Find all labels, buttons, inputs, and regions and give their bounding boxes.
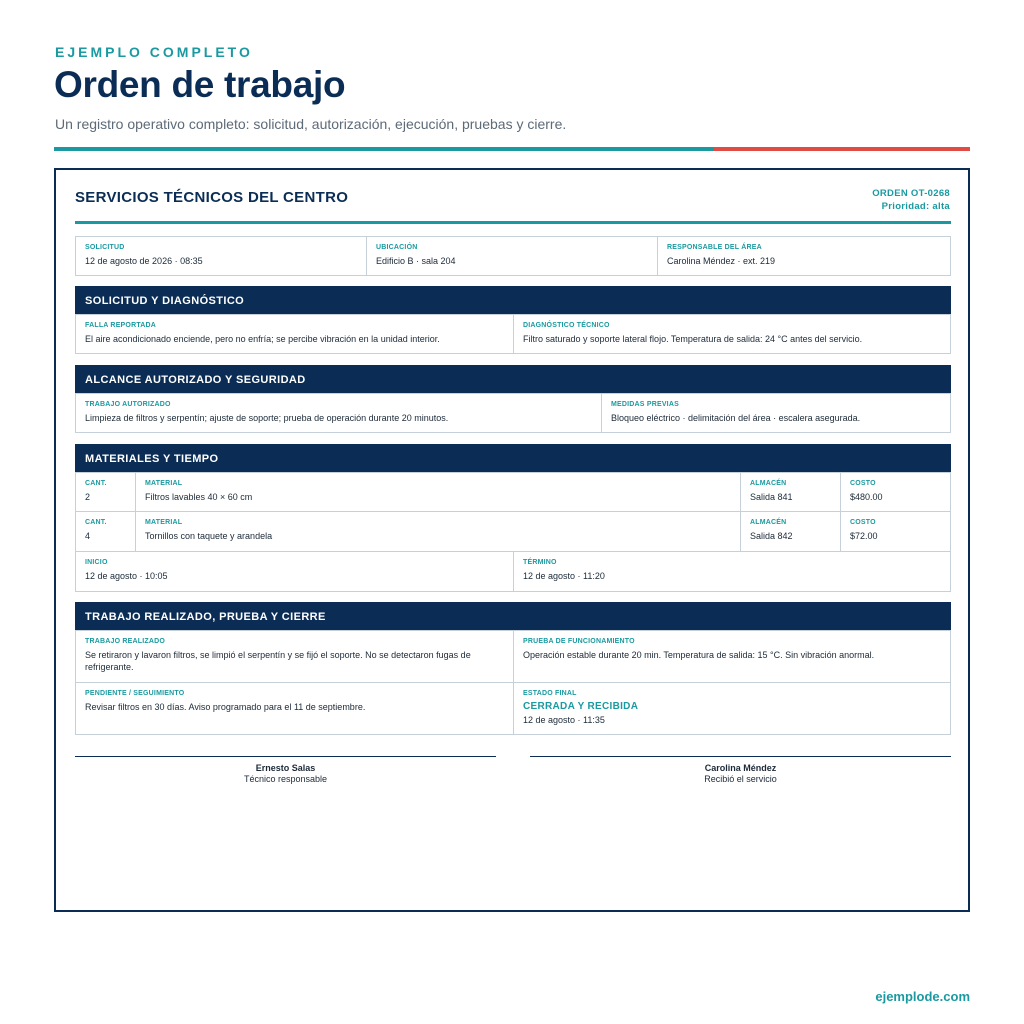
start-time-value: 12 de agosto · 10:05 xyxy=(85,571,168,581)
work-done-value: Se retiraron y lavaron filtros, se limpió el serpentín y se fijó el soporte. No se detectaron fugas de refrigerante. xyxy=(85,650,471,672)
start-time xyxy=(76,552,514,591)
material-row xyxy=(75,511,951,552)
authorized-work xyxy=(76,394,602,432)
qty-label: CANT. xyxy=(85,519,107,526)
section-header-diagnosis: SOLICITUD Y DIAGNÓSTICO xyxy=(75,286,951,314)
cost-value: $480.00 xyxy=(850,492,883,502)
material-name xyxy=(136,512,741,551)
end-time-value: 12 de agosto · 11:20 xyxy=(523,571,605,581)
closure-grid-bottom xyxy=(75,682,951,735)
safety-measures-label: MEDIDAS PREVIAS xyxy=(611,401,679,408)
signature-receiver xyxy=(530,756,951,784)
work-done xyxy=(76,631,514,682)
order-meta xyxy=(872,187,950,213)
info-grid xyxy=(75,236,951,276)
final-status-badge: CERRADA Y RECIBIDA xyxy=(523,701,639,712)
section-header-materials: MATERIALES Y TIEMPO xyxy=(75,444,951,472)
scope-grid xyxy=(75,393,951,433)
material-row xyxy=(75,472,951,512)
material-warehouse xyxy=(741,473,841,511)
pending-followup xyxy=(76,683,514,734)
qty-value: 2 xyxy=(85,492,91,502)
material-name xyxy=(136,473,741,511)
cost-value: $72.00 xyxy=(850,531,878,541)
eyebrow-label: EJEMPLO COMPLETO xyxy=(55,44,253,60)
reported-fault-label: FALLA REPORTADA xyxy=(85,322,157,329)
reported-fault xyxy=(76,315,514,353)
signature-role: Técnico responsable xyxy=(243,774,328,784)
material-value: Filtros lavables 40 × 60 cm xyxy=(145,492,253,502)
closure-grid-top xyxy=(75,630,951,683)
end-time xyxy=(514,552,950,591)
work-done-label: TRABAJO REALIZADO xyxy=(85,638,166,645)
page-title: Orden de trabajo xyxy=(54,64,346,105)
pending-value: Revisar filtros en 30 días. Aviso programado para el 11 de septiembre. xyxy=(85,702,366,712)
material-label: MATERIAL xyxy=(145,480,183,487)
start-time-label: INICIO xyxy=(85,559,108,566)
order-number: ORDEN OT-0268 xyxy=(872,188,950,199)
signature-name: Carolina Méndez xyxy=(704,763,777,773)
function-test-value: Operación estable durante 20 min. Temperatura de salida: 15 °C. Sin vibración anormal. xyxy=(523,650,875,660)
material-value: Tornillos con taquete y arandela xyxy=(145,531,273,541)
info-responsible-value: Carolina Méndez · ext. 219 xyxy=(667,256,776,266)
footer-site-link[interactable]: ejemplode.com xyxy=(875,989,970,1004)
accent-bar-teal xyxy=(54,147,714,151)
diagnosis-grid xyxy=(75,314,951,354)
material-warehouse xyxy=(741,512,841,551)
technical-diagnosis-value: Filtro saturado y soporte lateral flojo. Temperatura de salida: 24 °C antes del servicio. xyxy=(523,334,863,344)
safety-measures xyxy=(602,394,950,432)
section-header-closure: TRABAJO REALIZADO, PRUEBA Y CIERRE xyxy=(75,602,951,630)
final-status-label: ESTADO FINAL xyxy=(523,690,577,697)
final-status xyxy=(514,683,950,734)
document-rule xyxy=(75,221,951,224)
qty-label: CANT. xyxy=(85,480,107,487)
warehouse-label: ALMACÉN xyxy=(750,480,787,487)
accent-bar xyxy=(54,147,970,151)
page-subtitle: Un registro operativo completo: solicitud, autorización, ejecución, pruebas y cierre. xyxy=(55,116,567,132)
technical-diagnosis-label: DIAGNÓSTICO TÉCNICO xyxy=(523,322,610,329)
reported-fault-value: El aire acondicionado enciende, pero no enfría; se percibe vibración en la unidad interior. xyxy=(85,334,440,344)
authorized-work-label: TRABAJO AUTORIZADO xyxy=(85,401,171,408)
warehouse-value: Salida 841 xyxy=(750,492,793,502)
qty-value: 4 xyxy=(85,531,91,541)
info-location-value: Edificio B · sala 204 xyxy=(376,256,456,266)
safety-measures-value: Bloqueo eléctrico · delimitación del área · escalera asegurada. xyxy=(611,413,861,423)
work-order-document xyxy=(54,168,970,912)
pending-label: PENDIENTE / SEGUIMIENTO xyxy=(85,690,185,697)
accent-bar-red xyxy=(714,147,970,151)
signature-technician xyxy=(75,756,496,784)
material-cost xyxy=(841,512,950,551)
material-label: MATERIAL xyxy=(145,519,183,526)
end-time-label: TÉRMINO xyxy=(523,559,557,566)
material-qty xyxy=(76,512,136,551)
function-test-label: PRUEBA DE FUNCIONAMIENTO xyxy=(523,638,635,645)
section-header-scope: ALCANCE AUTORIZADO Y SEGURIDAD xyxy=(75,365,951,393)
technical-diagnosis xyxy=(514,315,950,353)
authorized-work-value: Limpieza de filtros y serpentín; ajuste de soporte; prueba de operación durante 20 minutos. xyxy=(85,413,449,423)
info-request xyxy=(76,237,367,275)
cost-label: COSTO xyxy=(850,480,876,487)
org-name: SERVICIOS TÉCNICOS DEL CENTRO xyxy=(75,189,349,206)
function-test xyxy=(514,631,950,682)
info-request-value: 12 de agosto de 2026 · 08:35 xyxy=(85,256,203,266)
cost-label: COSTO xyxy=(850,519,876,526)
info-responsible xyxy=(658,237,950,275)
material-cost xyxy=(841,473,950,511)
warehouse-value: Salida 842 xyxy=(750,531,793,541)
info-responsible-label: RESPONSABLE DEL ÁREA xyxy=(667,244,762,251)
warehouse-label: ALMACÉN xyxy=(750,519,787,526)
signature-name: Ernesto Salas xyxy=(255,763,316,773)
signature-role: Recibió el servicio xyxy=(704,774,777,784)
time-grid xyxy=(75,551,951,592)
final-status-time: 12 de agosto · 11:35 xyxy=(523,715,605,725)
info-location-label: UBICACIÓN xyxy=(376,244,418,251)
material-qty xyxy=(76,473,136,511)
info-location xyxy=(367,237,658,275)
order-priority: Prioridad: alta xyxy=(881,201,950,212)
info-request-label: SOLICITUD xyxy=(85,244,125,251)
